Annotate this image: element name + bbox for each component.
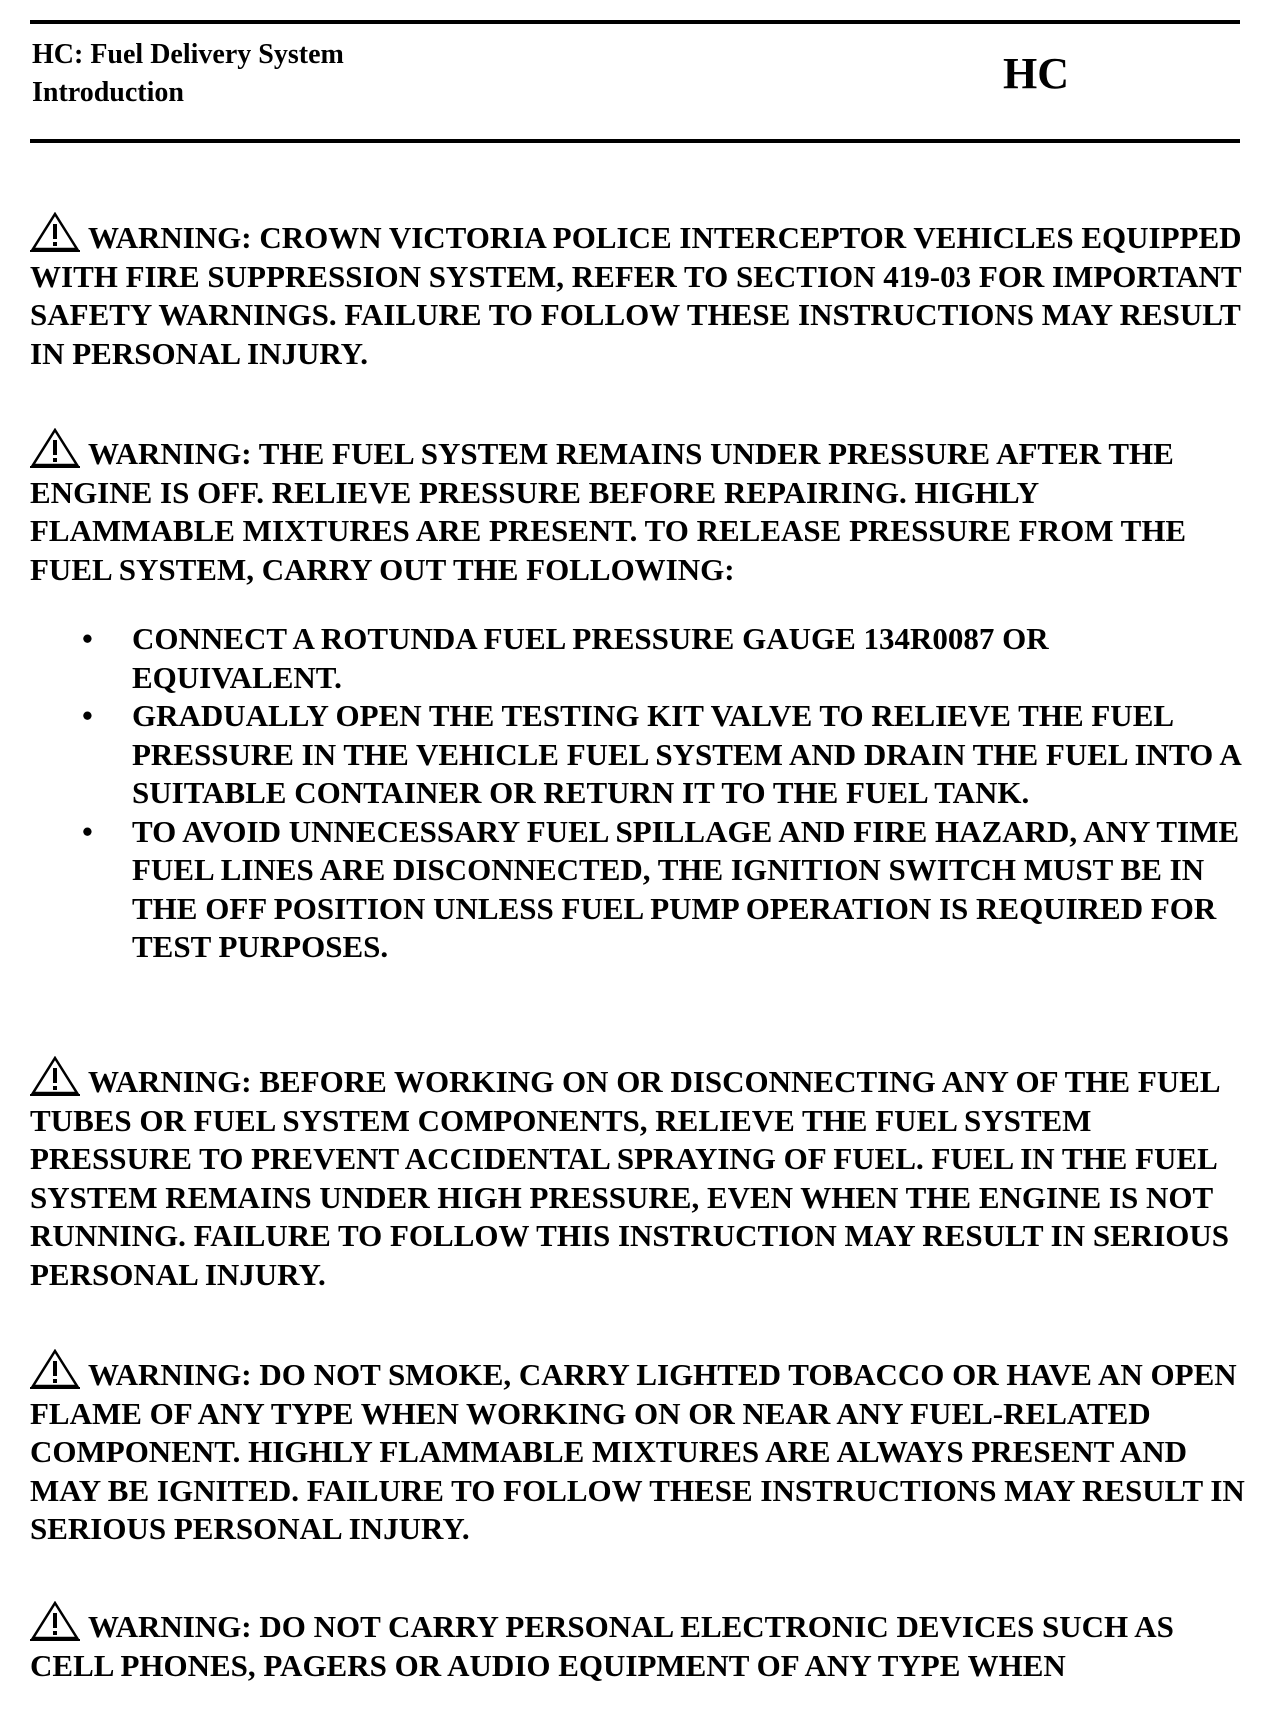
warning-text: WARNING: THE FUEL SYSTEM REMAINS UNDER PRESSURE AFTER THE ENGINE IS OFF. RELIEVE PRESSURE BEFORE REPAIRING. HIGHLY FLAMMABLE MIXTURES ARE PRESENT. TO RELEASE PRESSURE FROM THE FUEL SYSTEM, CARRY OUT THE FOLLOWING: [30,436,1187,587]
warning-block [30,428,1245,589]
bullet-icon: • [82,621,93,656]
warning-triangle-icon [30,1056,80,1096]
top-rule [30,20,1240,24]
warning-text: WARNING: DO NOT SMOKE, CARRY LIGHTED TOBACCO OR HAVE AN OPEN FLAME OF ANY TYPE WHEN WORKING ON OR NEAR ANY FUEL-RELATED COMPONENT. HIGHLY FLAMMABLE MIXTURES ARE ALWAYS PRESENT AND MAY BE IGNITED. FAILURE TO FOLLOW THESE INSTRUCTIONS MAY RESULT IN SERIOUS PERSONAL INJURY. [30,1357,1245,1546]
warning-block [30,1056,1245,1294]
section-code: HC [1003,49,1069,98]
list-item [30,697,1245,813]
warning-block [30,1601,1245,1685]
warning-triangle-icon [30,1601,80,1641]
section-subtitle: Introduction [32,77,184,108]
warning-triangle-icon [30,212,80,252]
warning-block [30,212,1245,373]
warning-triangle-icon [30,428,80,468]
bullet-icon: • [82,698,93,733]
warning-triangle-icon [30,1349,80,1389]
list-item [30,620,1245,697]
warning-block [30,1349,1245,1549]
section-title: HC: Fuel Delivery System [32,39,344,70]
warning-text: WARNING: BEFORE WORKING ON OR DISCONNECTING ANY OF THE FUEL TUBES OR FUEL SYSTEM COMPONENTS, RELIEVE THE FUEL SYSTEM PRESSURE TO PREVENT ACCIDENTAL SPRAYING OF FUEL. FUEL IN THE FUEL SYSTEM REMAINS UNDER HIGH PRESSURE, EVEN WHEN THE ENGINE IS NOT RUNNING. FAILURE TO FOLLOW THIS INSTRUCTION MAY RESULT IN SERIOUS PERSONAL INJURY. [30,1064,1229,1292]
warning-text: WARNING: CROWN VICTORIA POLICE INTERCEPTOR VEHICLES EQUIPPED WITH FIRE SUPPRESSION SYSTEM, REFER TO SECTION 419-03 FOR IMPORTANT SAFETY WARNINGS. FAILURE TO FOLLOW THESE INSTRUCTIONS MAY RESULT IN PERSONAL INJURY. [30,220,1242,371]
list-item-text: TO AVOID UNNECESSARY FUEL SPILLAGE AND FIRE HAZARD, ANY TIME FUEL LINES ARE DISCONNECTED, THE IGNITION SWITCH MUST BE IN THE OFF POSITION UNLESS FUEL PUMP OPERATION IS REQUIRED FOR TEST PURPOSES. [132,813,1240,964]
list-item-text: CONNECT A ROTUNDA FUEL PRESSURE GAUGE 134R0087 OR EQUIVALENT. [132,621,1049,695]
page-header [32,36,344,112]
bullet-icon: • [82,813,93,849]
list-item-text: GRADUALLY OPEN THE TESTING KIT VALVE TO RELIEVE THE FUEL PRESSURE IN THE VEHICLE FUEL SYSTEM AND DRAIN THE FUEL INTO A SUITABLE CONTAINER OR RETURN IT TO THE FUEL TANK. [132,698,1240,810]
bullet-list [30,620,1245,967]
list-item [30,813,1245,967]
header-divider [30,139,1240,143]
warning-text: WARNING: DO NOT CARRY PERSONAL ELECTRONIC DEVICES SUCH AS CELL PHONES, PAGERS OR AUDIO EQUIPMENT OF ANY TYPE WHEN [30,1609,1174,1683]
